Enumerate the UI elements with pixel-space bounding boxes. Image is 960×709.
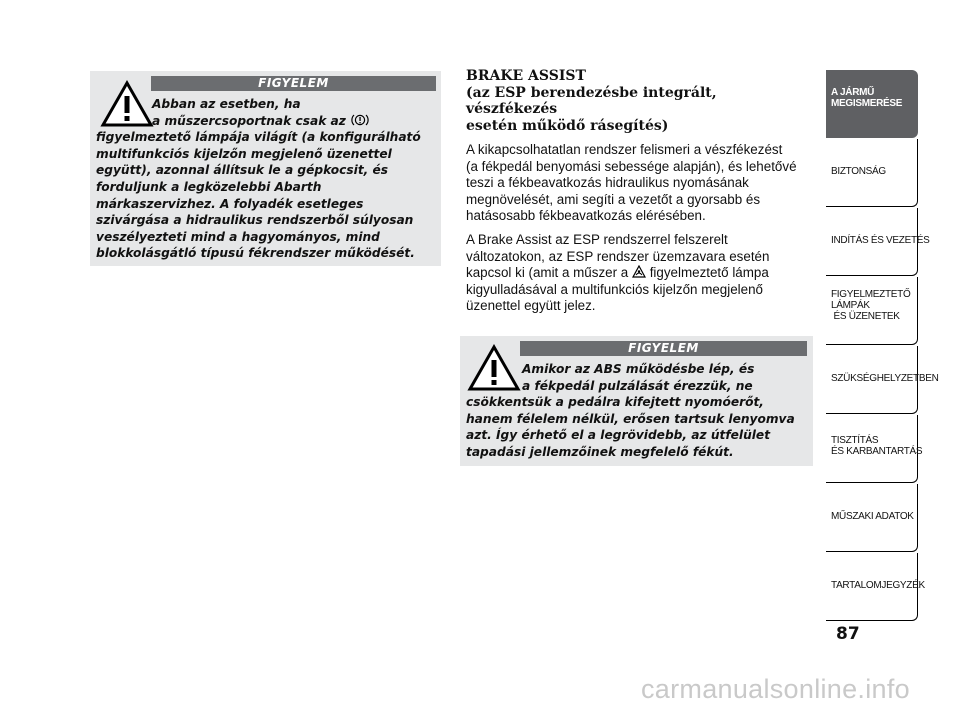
article-paragraph-2: A Brake Assist az ESP rendszerrel felszerelt változatokon, az ESP rendszer üzemzavara esetén kapcsol ki (amit a műszer a figyelmeztető lámpa kigyulladásával a multifunkciós kijelzőn megjelenő üzenettel együtt jelez. [466, 232, 770, 314]
article-heading: BRAKE ASSIST (az ESP berendezésbe integrált, vészfékezés esetén működő rásegítés) [466, 68, 717, 134]
tab-label: INDÍTÁS ÉS VEZETÉS [831, 235, 930, 246]
warning-line: csökkentsük a pedálra kifejtett nyomóerőt, [466, 395, 764, 410]
tab-label: BIZTONSÁG [831, 166, 886, 177]
tab-figyelmezteto-lampak[interactable] [826, 277, 918, 345]
tab-inditas-es-vezetes[interactable] [826, 208, 930, 276]
tab-muszaki-adatok[interactable] [826, 484, 918, 552]
tab-label: FIGYELMEZTETŐ LÁMPÁK ÉS ÜZENETEK [831, 289, 911, 322]
warning-line: Abban az esetben, ha [152, 97, 301, 111]
tab-jarmu-megismerese[interactable] [826, 70, 918, 138]
warning-line: Amikor az ABS működésbe lép, és [522, 362, 755, 376]
warning-line: veszélyezteti mind a hagyományos, mind [96, 229, 380, 244]
tab-label: TARTALOMJEGYZÉK [831, 580, 925, 591]
esp-warning-lamp-icon [632, 265, 646, 279]
tab-label: TISZTÍTÁS ÉS KARBANTARTÁS [831, 435, 923, 457]
warning-line-with-icon: a műszercsoportnak csak az [96, 113, 421, 130]
brake-warning-lamp-icon [350, 113, 370, 127]
warning-box-brake-fluid [90, 71, 441, 266]
tab-label: A JÁRMŰ MEGISMERÉSE [831, 87, 903, 109]
warning-line: blokkolásgátló típusú fékrendszer működését. [96, 246, 415, 261]
warning-line: együtt), azonnal állítsuk le a gépkocsit, és [96, 163, 389, 178]
tab-label: MŰSZAKI ADATOK [831, 511, 914, 522]
tab-szukseghelyzetben[interactable] [826, 346, 939, 414]
tab-tartalomjegyzek[interactable] [826, 553, 925, 621]
warning-line: figyelmeztető lámpája világít (a konfigurálható [96, 130, 421, 145]
watermark: carmanualsonline.info [641, 674, 910, 704]
page-number: 87 [836, 624, 860, 644]
warning-line: szivárgása a hidraulikus rendszerből súlyosan [96, 213, 414, 228]
warning-line: multifunkciós kijelzőn megjelenő üzenettel [96, 146, 392, 161]
warning-line: márkaszervizhez. A folyadék esetleges [96, 196, 364, 211]
warning-banner: FIGYELEM [151, 76, 436, 91]
warning-line: hanem félelem nélkül, erősen tartsuk lenyomva [466, 411, 795, 426]
warning-box-abs [460, 336, 813, 466]
chapter-sidebar [826, 70, 939, 622]
warning-line: tapadási jellemzőinek megfelelő fékút. [466, 444, 734, 459]
article-paragraph-1: A kikapcsolhatatlan rendszer felismeri a vészfékezést (a fékpedál benyomási sebessége alapján), és lehetővé teszi a fékbeavatkozás hidraulikus nyomásának megnövelését, ami segíti a vezetőt a gyorsabb és hatásosabb fékbeavatkozás elérésében. [466, 142, 797, 223]
brake-assist-article [466, 68, 811, 314]
warning-line: azt. Így érhető el a legrövidebb, az útfelület [466, 428, 771, 443]
tab-biztonsag[interactable] [826, 139, 918, 207]
tab-tisztitas-es-karbantartas[interactable] [826, 415, 923, 483]
warning-text [96, 96, 421, 262]
warning-text [466, 361, 795, 461]
warning-line: forduljunk a legközelebbi Abarth [96, 179, 322, 194]
warning-banner: FIGYELEM [520, 341, 807, 356]
warning-line: a fékpedál pulzálását érezzük, ne [522, 378, 753, 393]
tab-label: SZÜKSÉGHELYZETBEN [831, 373, 939, 384]
